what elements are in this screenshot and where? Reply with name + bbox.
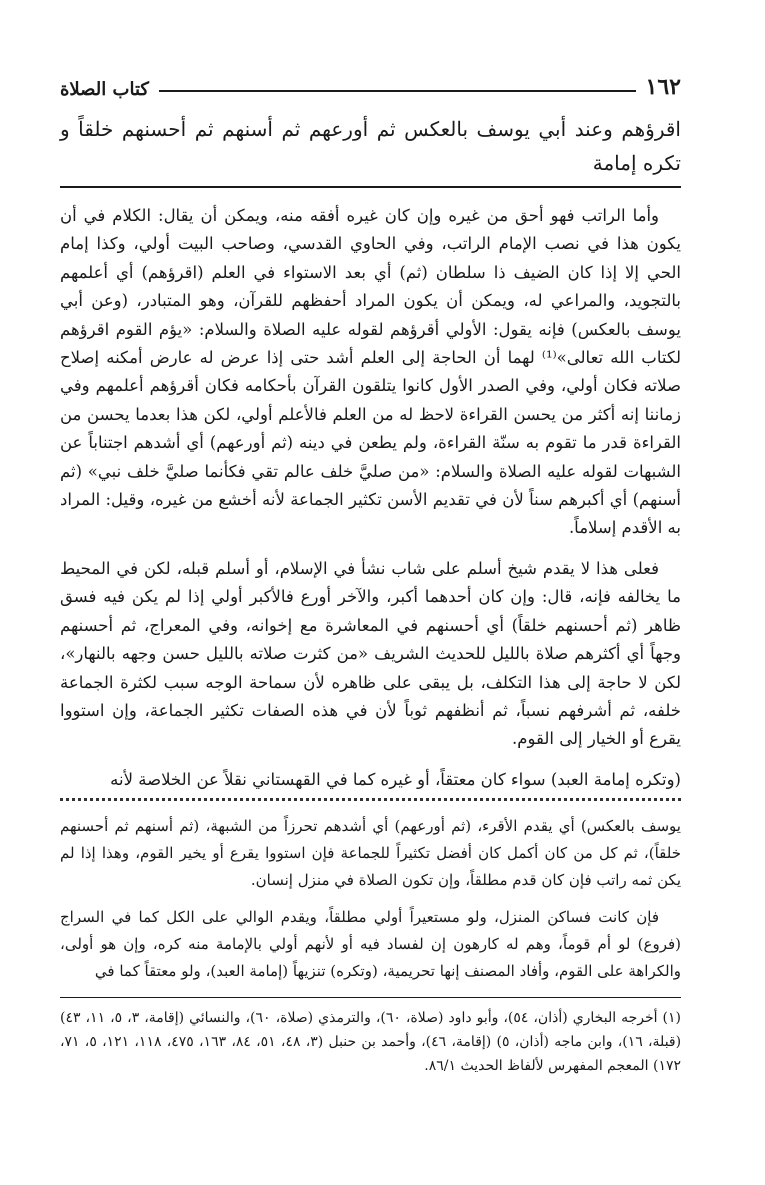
book-title: كتاب الصلاة [60, 79, 149, 100]
header-rule [159, 90, 636, 92]
lower-commentary [60, 813, 681, 985]
page-number: ١٦٢ [645, 74, 681, 100]
footnote-separator [60, 997, 681, 998]
footnote-text: (١) أخرجه البخاري (أذان، ٥٤)، وأبو داود (صلاة، ٦٠)، والترمذي (صلاة، ٦٠)، والنسائي (إقامة، ٣، ٥، ١١، ٤٣) (قبلة، ١٦)، وابن ماجه (أذان، ٥) (إقامة، ٤٦)، وأحمد بن حنبل (٣، ٤٨، ٥١، ٨٤، ١٦٣، ٤٧٥، ١١٨، ١٢١، ٥، ٧١، ١٧٢) المعجم المفهرس لألفاظ الحديث ٨٦/١. [60, 1010, 682, 1075]
running-header [60, 72, 681, 100]
commentary-block [60, 202, 681, 794]
dotted-separator [60, 798, 681, 801]
commentary-paragraph: فعلى هذا لا يقدم شيخ أسلم على شاب نشأ في الإسلام، أو أسلم قبله، لكن في المحيط ما يخالفه فإنه، قال: وإن كان أحدهما أكبر، والآخر أورع فالأكبر أولي إذا لم يكن فيه فسق ظاهر (ثم أحسنهم خلقاً) أي أحسنهم في المعاشرة مع إخوانه، وفي المعراج، ثم أحسنهم وجهاً أي أكثرهم صلاة بالليل للحديث الشريف «من كثرت صلاته بالليل حسن وجهه بالنهار»، لكن لا حاجة إلى هذا التكلف، بل يبقى على ظاهره لأن سماحة الوجه سبب لكثرة الجماعة خلفه، ثم أشرفهم نسباً، ثم أنظفهم ثوباً لأن في هذه الصفات تكثير الجماعة، وإن استووا يقرع أو الخيار إلى القوم. [60, 558, 681, 749]
lower-paragraph: فإن كانت فساكن المنزل، ولو مستعيراً أولي مطلقاً، ويقدم الوالي على الكل كما في السراج (فروع) لو أم قوماً، وهم له كارهون إن لفساد فيه أو لأنهم أولي بالإمامة منه كره، وإن هو أولى، والكراهة على القوم، وأفاد المصنف إنها تحريمية، (وتكره) تنزيهاً (إمامة العبد)، ولو معتقاً كما في [60, 908, 681, 981]
lower-paragraph: يوسف بالعكس) أي يقدم الأقرء، (ثم أورعهم) أي أشدهم تحرزاً من الشبهة، (ثم أسنهم ثم أحسنهم خلقاً)، ثم كل من كان أكمل كان أفضل تكثيراً للجماعة فإن استووا يقرع أو يخير القوم، وهذا إذا لم يكن ثمه راتب فإن كان قدم مطلقاً، وإن تكون الصلاة في منزل إنسان. [60, 817, 681, 890]
matn-text: اقرؤهم وعند أبي يوسف بالعكس ثم أورعهم ثم أسنهم ثم أحسنهم خلقاً و تكره إمامة [60, 112, 681, 188]
commentary-paragraph: (وتكره إمامة العبد) سواء كان معتقاً، أو غيره كما في القهستاني نقلاً عن الخلاصة لأنه [110, 769, 681, 789]
footnote [60, 1006, 681, 1078]
commentary-paragraph: وأما الراتب فهو أحق من غيره وإن كان غيره أفقه منه، ويمكن أن يقال: الكلام في أن يكون هذا في نصب الإمام الراتب، وفي الحاوي القدسي، وصاحب البيت أولي، وكذا إمام الحي إلا إذا كان الضيف ذا سلطان (ثم) أي بعد الاستواء في العلم (اقرؤهم) أي أعلمهم بالتجويد، والمراعي له، ويمكن أن يكون المراد أحفظهم للقرآن، وهو المتبادر، (وعن أبي يوسف بالعكس) فإنه يقول: الأولي أقرؤهم لقوله عليه الصلاة والسلام: «يؤم القوم اقرؤهم لكتاب الله تعالى»⁽¹⁾ لهما أن الحاجة إلى العلم أشد حتى إذا عرض له عارض أمكنه إصلاح صلاته فكان أولي، وفي الصدر الأول كانوا يتلقون القرآن بأحكامه فكان أقرؤهم أعلمهم وفي زماننا إنه أكثر من يحسن القراءة لاحظ له من العلم فالأعلم أولي، لكن هذا بعدما يحسن من القراءة قدر ما تقوم به سنّة القراءة، ولم يطعن في دينه (ثم أورعهم) أي أشدهم اجتناباً عن الشبهات لقوله عليه الصلاة والسلام: «من صليَّ خلف عالم تقي فكأنما صليَّ خلف نبي» (ثم أسنهم) أي أكبرهم سناً لأن في تقديم الأسن تكثير الجماعة لأنه أخشع من غيره، وقيل: المراد به الأقدم إسلاماً. [60, 206, 681, 538]
